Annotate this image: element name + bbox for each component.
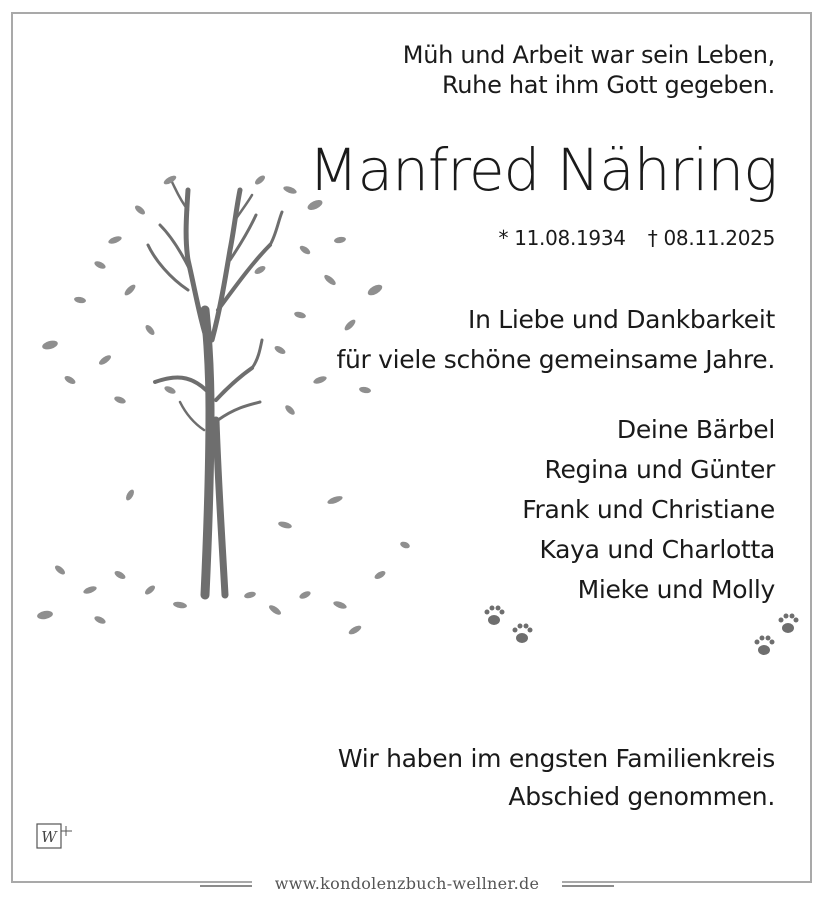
deceased-name: Manfred Nähring (308, 136, 777, 204)
birth-date: * 11.08.1934 (498, 226, 626, 250)
paw-prints-icon (748, 612, 808, 662)
motto (403, 40, 775, 100)
message-line: In Liebe und Dankbarkeit (468, 305, 775, 334)
mourners-list (522, 410, 775, 610)
svg-text:W: W (41, 828, 57, 846)
message-line: für viele schöne gemeinsame Jahre. (336, 345, 775, 374)
mourner-name: Regina und Günter (544, 455, 775, 484)
footer-rule (200, 885, 252, 887)
motto-line: Müh und Arbeit war sein Leben, (402, 41, 775, 69)
mourner-name: Kaya und Charlotta (539, 535, 775, 564)
death-date: † 08.11.2025 (647, 226, 775, 250)
motto-line: Ruhe hat ihm Gott gegeben. (441, 71, 775, 99)
thanks-message (336, 300, 775, 380)
mourner-name: Mieke und Molly (577, 575, 775, 604)
tree-illustration (20, 150, 420, 650)
life-dates (498, 224, 775, 252)
footer-rule (562, 885, 614, 887)
mourner-name: Deine Bärbel (616, 415, 775, 444)
mourner-name: Frank und Christiane (522, 495, 775, 524)
wellner-logo-icon (36, 823, 74, 851)
closing-note (338, 740, 775, 816)
footer-url[interactable]: www.kondolenzbuch-wellner.de (252, 874, 562, 893)
footer (0, 872, 827, 898)
closing-line: Wir haben im engsten Familienkreis (337, 744, 775, 773)
closing-line: Abschied genommen. (508, 782, 775, 811)
